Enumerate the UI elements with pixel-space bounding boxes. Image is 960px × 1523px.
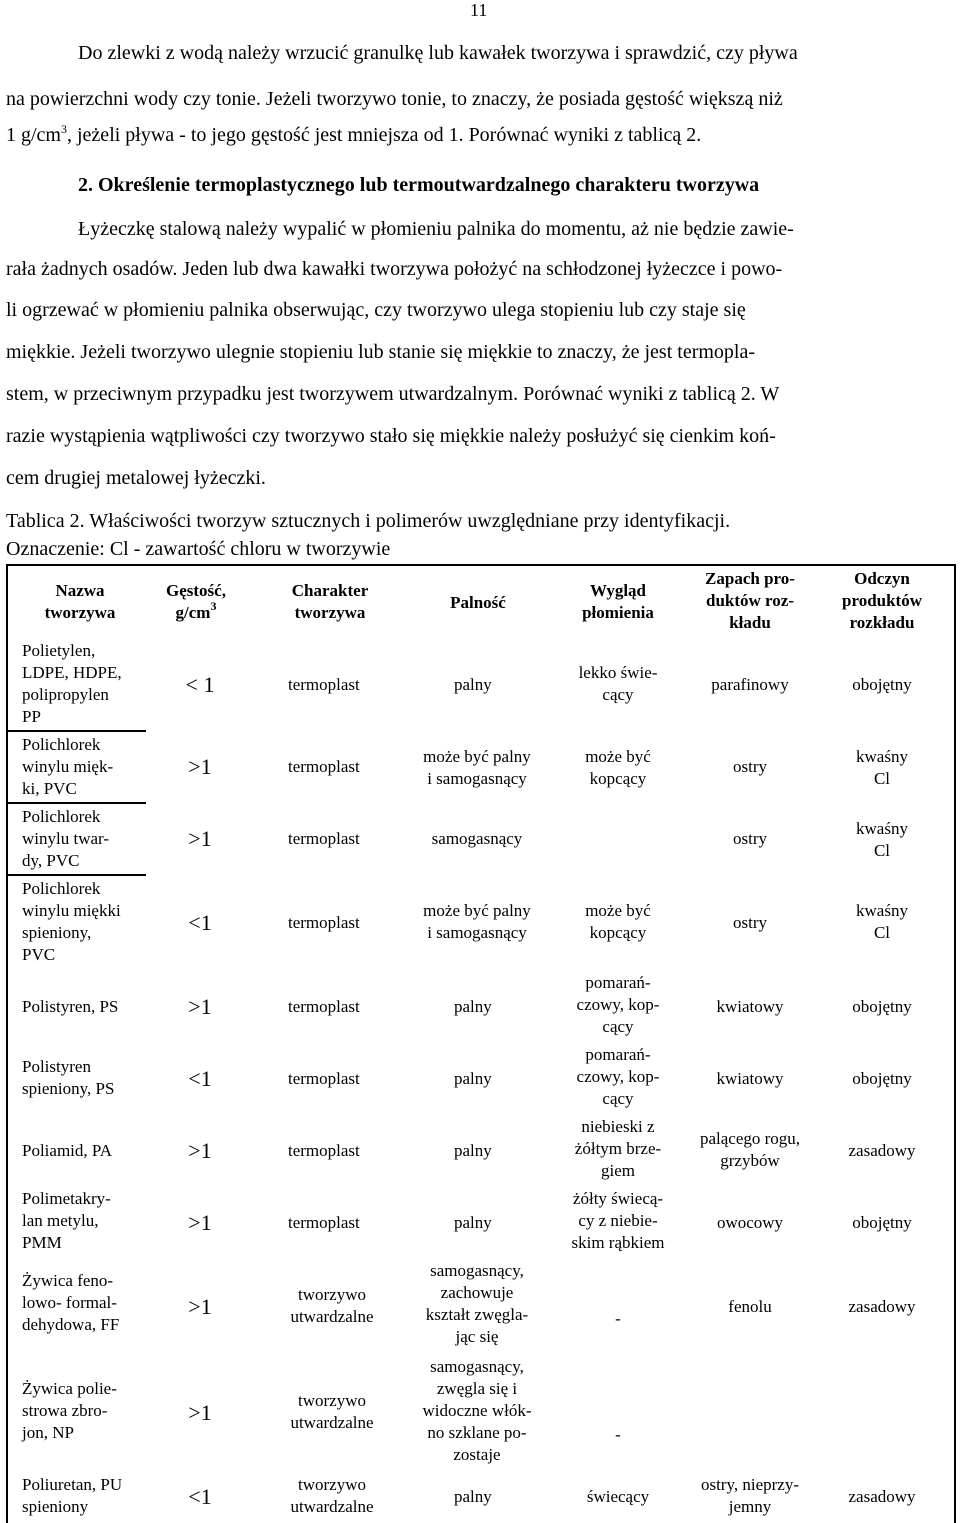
intro-line-1: Do zlewki z wodą należy wrzucić granulkę lub kawałek tworzywa i sprawdzić, czy pływa	[78, 42, 798, 64]
table-top-border	[6, 564, 956, 566]
row-5-density: >1	[188, 994, 212, 1019]
row-8-character: termoplast	[288, 1213, 360, 1232]
intro-unit: 1 g/cm	[6, 124, 61, 146]
row-1-divider	[6, 730, 146, 732]
row-10-name: Żywica polie- strowa zbro- jon, NP	[22, 1379, 117, 1442]
row-6-smell: kwiatowy	[716, 1069, 784, 1088]
row-3-name: Polichlorek winylu twar- dy, PVC	[22, 807, 110, 870]
page-number: 11	[470, 0, 488, 20]
row-1-smell: parafinowy	[711, 675, 789, 694]
row-8-flammability: palny	[454, 1213, 492, 1232]
row-6-density: <1	[188, 1066, 212, 1091]
row-6-character: termoplast	[288, 1069, 360, 1088]
row-11-character: tworzywo utwardzalne	[290, 1475, 374, 1516]
row-5-name: Polistyren, PS	[22, 997, 119, 1016]
row-10-character: tworzywo utwardzalne	[290, 1391, 374, 1432]
row-6-reaction: obojętny	[852, 1069, 912, 1088]
row-6-flame: pomarań- czowy, kop- cący	[576, 1045, 660, 1108]
row-5-flammability: palny	[454, 997, 492, 1016]
table-caption-line-1: Tablica 2. Właściwości tworzyw sztucznych i polimerów uwzględniane przy identyfikacji.	[6, 510, 731, 532]
header-flammability: Palność	[450, 593, 506, 612]
row-7-flame: niebieski z żółtym brze- giem	[574, 1117, 662, 1180]
row-9-name: Żywica feno- lowo- formal- dehydowa, FF	[22, 1271, 120, 1334]
row-8-smell: owocowy	[716, 1213, 784, 1232]
row-8-name: Polimetakry- lan metylu, PMM	[22, 1189, 111, 1252]
row-1-name: Polietylen, LDPE, HDPE, polipropylen PP	[22, 641, 122, 726]
row-10-flame: -	[615, 1425, 621, 1444]
header-density	[150, 580, 242, 624]
row-9-flame: -	[615, 1309, 621, 1328]
row-3-density: >1	[188, 826, 212, 851]
row-7-smell: palącego rogu, grzybów	[699, 1129, 801, 1170]
header-character: Charakter tworzywa	[291, 581, 369, 622]
row-1-character: termoplast	[288, 675, 360, 694]
section-heading: 2. Określenie termoplastycznego lub termoutwardzalnego charakteru tworzywa	[78, 174, 760, 196]
section-line-1: Łyżeczkę stalową należy wypalić w płomieniu palnika do momentu, aż nie będzie zawie-	[78, 218, 794, 240]
row-2-name: Polichlorek winylu mięk- ki, PVC	[22, 735, 114, 798]
row-11-smell: ostry, nieprzy- jemny	[700, 1475, 800, 1516]
row-3-character: termoplast	[288, 829, 360, 848]
row-3-divider	[6, 874, 146, 876]
row-4-flammability: może być palny i samogasnący	[423, 901, 531, 942]
section-line-7: cem drugiej metalowej łyżeczki.	[6, 467, 266, 489]
intro-line-2: na powierzchni wody czy tonie. Jeżeli tworzywo tonie, to znaczy, że posiada gęstość większą niż	[6, 88, 783, 110]
section-line-2: rała żadnych osadów. Jeden lub dwa kawałki tworzywa położyć na schłodzonej łyżeczce i powo-	[6, 258, 783, 280]
row-4-density: <1	[188, 910, 212, 935]
row-4-character: termoplast	[288, 913, 360, 932]
row-8-reaction: obojętny	[852, 1213, 912, 1232]
table-right-border	[954, 564, 956, 1523]
row-2-flammability: może być palny i samogasnący	[423, 747, 531, 788]
header-reaction: Odczyn produktów rozkładu	[842, 569, 922, 632]
row-9-density: >1	[188, 1294, 212, 1319]
row-11-flammability: palny	[454, 1487, 492, 1506]
row-5-flame: pomarań- czowy, kop- cący	[576, 973, 660, 1036]
row-11-density: <1	[188, 1484, 212, 1509]
section-line-4: miękkie. Jeżeli tworzywo ulegnie stopieniu lub stanie się miękkie to znaczy, że jest termopla-	[6, 341, 756, 363]
intro-line-3	[6, 124, 701, 147]
row-1-density: < 1	[185, 672, 215, 697]
row-5-smell: kwiatowy	[716, 997, 784, 1016]
row-7-density: >1	[188, 1138, 212, 1163]
row-4-smell: ostry	[733, 913, 767, 932]
row-10-density: >1	[188, 1400, 212, 1425]
row-6-flammability: palny	[454, 1069, 492, 1088]
table-caption-line-2: Oznaczenie: Cl - zawartość chloru w tworzywie	[6, 538, 391, 560]
row-1-reaction: obojętny	[852, 675, 912, 694]
row-6-name: Polistyren spieniony, PS	[22, 1057, 115, 1098]
section-line-5: stem, w przeciwnym przypadku jest tworzywem utwardzalnym. Porównać wyniki z tablicą 2. W	[6, 383, 780, 405]
row-9-smell: fenolu	[728, 1297, 772, 1316]
row-3-flammability: samogasnący	[431, 829, 523, 848]
row-11-name: Poliuretan, PU spieniony	[22, 1475, 123, 1516]
table-left-border	[6, 564, 8, 1523]
row-5-character: termoplast	[288, 997, 360, 1016]
row-2-flame: może być kopcący	[585, 747, 651, 788]
section-line-3: li ogrzewać w płomieniu palnika obserwując, czy tworzywo ulega stopieniu lub czy staje się	[6, 299, 746, 321]
row-4-name: Polichlorek winylu miękki spieniony, PVC	[22, 879, 121, 964]
header-flame: Wygląd płomienia	[582, 581, 654, 622]
row-2-character: termoplast	[288, 757, 360, 776]
intro-unit-sup: 3	[61, 122, 67, 136]
row-7-name: Poliamid, PA	[22, 1141, 113, 1160]
header-density-label: Gęstość, g/cm	[166, 581, 226, 622]
row-3-reaction: kwaśny Cl	[856, 819, 908, 860]
row-9-character: tworzywo utwardzalne	[290, 1285, 374, 1326]
row-7-flammability: palny	[454, 1141, 492, 1160]
row-8-flame: żółty świecą- cy z niebie- skim rąbkiem	[571, 1189, 665, 1252]
row-1-flammability: palny	[454, 675, 492, 694]
row-7-reaction: zasadowy	[848, 1141, 916, 1160]
header-name: Nazwa tworzywa	[44, 581, 116, 622]
header-smell: Zapach pro- duktów roz- kładu	[705, 569, 795, 632]
row-3-smell: ostry	[733, 829, 767, 848]
row-9-flammability: samogasnący, zachowuje kształt zwęgla- jąc się	[425, 1261, 529, 1346]
row-2-smell: ostry	[733, 757, 767, 776]
row-11-flame: świecący	[586, 1487, 650, 1506]
row-4-flame: może być kopcący	[585, 901, 651, 942]
section-line-6: razie wystąpienia wątpliwości czy tworzywo stało się miękkie należy posłużyć się cienkim koń-	[6, 425, 776, 447]
row-4-reaction: kwaśny Cl	[856, 901, 908, 942]
row-2-divider	[6, 802, 146, 804]
row-11-reaction: zasadowy	[848, 1487, 916, 1506]
intro-line-3-rest: , jeżeli pływa - to jego gęstość jest mniejsza od 1. Porównać wyniki z tablicą 2.	[67, 124, 702, 146]
row-2-reaction: kwaśny Cl	[856, 747, 908, 788]
row-5-reaction: obojętny	[852, 997, 912, 1016]
row-8-density: >1	[188, 1210, 212, 1235]
row-1-flame: lekko świe- cący	[578, 663, 658, 704]
row-10-flammability: samogasnący, zwęgla się i widoczne włók- no szklane po- zostaje	[422, 1357, 532, 1464]
header-density-sup: 3	[210, 599, 217, 613]
row-7-character: termoplast	[288, 1141, 360, 1160]
row-2-density: >1	[188, 754, 212, 779]
row-9-reaction: zasadowy	[848, 1297, 916, 1316]
